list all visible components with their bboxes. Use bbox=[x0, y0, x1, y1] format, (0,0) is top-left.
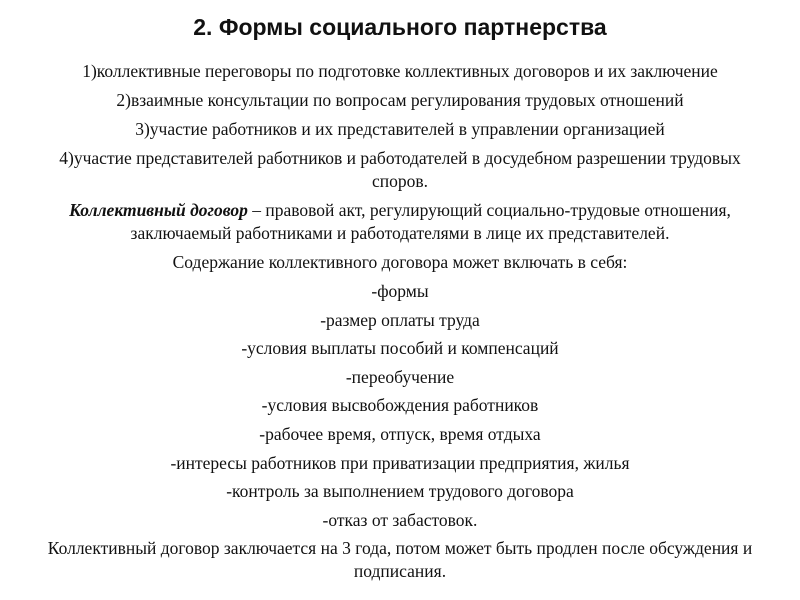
content-item-control: -контроль за выполнением трудового договора bbox=[226, 481, 574, 502]
content-item-privatization: -интересы работников при приватизации предприятия, жилья bbox=[170, 452, 630, 473]
content-intro: Содержание коллективного договора может включать в себя: bbox=[172, 252, 628, 272]
content-item-forms: -формы bbox=[371, 281, 429, 301]
content-item-release: -условия высвобождения работников bbox=[261, 395, 539, 416]
content-item-benefits: -условия выплаты пособий и компенсаций bbox=[241, 338, 559, 359]
form-item-3: 3)участие работников и их представителей в управлении организацией bbox=[135, 119, 665, 139]
content-item-working-time: -рабочее время, отпуск, время отдыха bbox=[259, 423, 541, 444]
content-item-no-strikes: -отказ от забастовок. bbox=[322, 509, 478, 530]
form-item-1: 1)коллективные переговоры по подготовке коллективных договоров и их заключение bbox=[82, 61, 718, 81]
slide-body bbox=[30, 60, 770, 589]
definition-term: Коллективный договор bbox=[69, 200, 248, 220]
closing-paragraph: Коллективный договор заключается на 3 года, потом может быть продлен после обсуждения и подписания. bbox=[47, 538, 753, 582]
content-item-retraining: -переобучение bbox=[345, 366, 455, 387]
form-item-4: 4)участие представителей работников и работодателей в досудебном разрешении трудовых споров. bbox=[59, 148, 741, 191]
form-item-2: 2)взаимные консультации по вопросам регулирования трудовых отношений bbox=[116, 90, 684, 110]
definition-paragraph bbox=[30, 199, 770, 245]
page-title: 2. Формы социального партнерства bbox=[193, 14, 607, 40]
definition-text: – правовой акт, регулирующий социально-трудовые отношения, заключаемый работниками и работодателями в лице их представителей. bbox=[130, 200, 731, 243]
content-item-pay: -размер оплаты труда bbox=[320, 309, 480, 330]
